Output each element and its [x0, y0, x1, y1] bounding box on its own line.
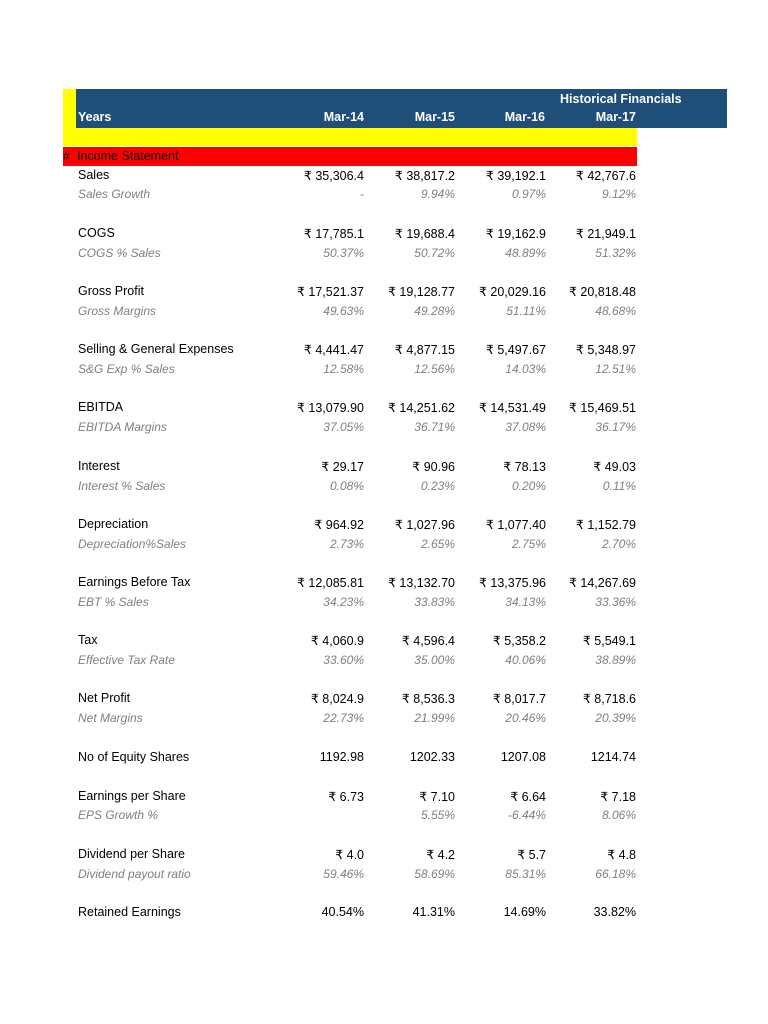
cell-value: ₹ 20,029.16: [478, 285, 546, 299]
cell-value: ₹ 8,718.6: [582, 692, 636, 706]
cell-value: ₹ 7.10: [419, 790, 455, 804]
cell-value: ₹ 7.18: [600, 790, 636, 804]
cell-value: ₹ 4,441.47: [303, 343, 364, 357]
cell-value: 33.82%: [593, 905, 636, 919]
cell-value: ₹ 5.7: [517, 848, 546, 862]
cell-value: 40.54%: [321, 905, 364, 919]
table-row: [0, 537, 768, 554]
cell-value: ₹ 8,024.9: [310, 692, 364, 706]
cell-value: ₹ 17,785.1: [303, 227, 364, 241]
cell-value: 58.69%: [414, 867, 455, 881]
historical-header: Historical Financials: [560, 92, 682, 106]
table-row: [0, 226, 768, 243]
cell-value: ₹ 17,521.37: [296, 285, 364, 299]
cell-value: 34.13%: [505, 595, 546, 609]
cell-value: 2.70%: [601, 537, 636, 551]
cell-value: 50.37%: [323, 246, 364, 260]
table-row: [0, 595, 768, 612]
cell-value: 35.00%: [414, 653, 455, 667]
table-row: [0, 750, 768, 767]
cell-value: 20.39%: [595, 711, 636, 725]
cell-value: 37.08%: [505, 420, 546, 434]
cell-value: 12.58%: [323, 362, 364, 376]
table-row: [0, 867, 768, 884]
cell-value: 33.60%: [323, 653, 364, 667]
cell-value: ₹ 1,027.96: [394, 518, 455, 532]
cell-value: 1192.98: [319, 750, 364, 764]
column-header-mar-14: Mar-14: [323, 110, 364, 124]
cell-value: ₹ 42,767.6: [575, 169, 636, 183]
row-label: EBITDA Margins: [78, 420, 167, 434]
cell-value: ₹ 8,536.3: [401, 692, 455, 706]
cell-value: ₹ 964.92: [314, 518, 364, 532]
yellow-separator: [76, 128, 637, 146]
cell-value: ₹ 35,306.4: [303, 169, 364, 183]
row-label: Gross Profit: [78, 284, 144, 298]
cell-value: 40.06%: [505, 653, 546, 667]
row-label: Earnings per Share: [78, 789, 186, 803]
table-row: [0, 711, 768, 728]
cell-value: ₹ 13,079.90: [296, 401, 364, 415]
cell-value: 2.73%: [329, 537, 364, 551]
table-row: [0, 575, 768, 592]
row-label: Sales Growth: [78, 187, 151, 201]
cell-value: ₹ 6.64: [510, 790, 546, 804]
cell-value: 2.75%: [511, 537, 546, 551]
table-row: [0, 517, 768, 534]
cell-value: -: [360, 187, 364, 201]
cell-value: 1207.08: [500, 750, 546, 764]
cell-value: 22.73%: [323, 711, 364, 725]
table-row: [0, 653, 768, 670]
column-header-mar-15: Mar-15: [414, 110, 455, 124]
cell-value: ₹ 38,817.2: [394, 169, 455, 183]
column-header-mar-16: Mar-16: [504, 110, 545, 124]
cell-value: ₹ 19,162.9: [485, 227, 546, 241]
table-row: [0, 479, 768, 496]
cell-value: 20.46%: [505, 711, 546, 725]
cell-value: ₹ 14,531.49: [478, 401, 546, 415]
cell-value: 14.03%: [505, 362, 546, 376]
row-label: Tax: [78, 633, 98, 647]
row-label: Dividend payout ratio: [78, 867, 191, 881]
row-label: Interest % Sales: [78, 479, 166, 493]
row-label: S&G Exp % Sales: [78, 362, 175, 376]
cell-value: ₹ 19,128.77: [387, 285, 455, 299]
row-label: Gross Margins: [78, 304, 157, 318]
cell-value: ₹ 15,469.51: [568, 401, 636, 415]
years-header: Years: [78, 110, 112, 124]
cell-value: 9.12%: [601, 187, 636, 201]
cell-value: 48.68%: [595, 304, 636, 318]
cell-value: ₹ 5,358.2: [492, 634, 546, 648]
row-label: Selling & General Expenses: [78, 342, 234, 356]
row-label: Retained Earnings: [78, 905, 181, 919]
cell-value: 33.36%: [595, 595, 636, 609]
table-row: [0, 633, 768, 650]
historical-header-clip: [550, 92, 682, 108]
row-label: EBITDA: [78, 400, 124, 414]
cell-value: 48.89%: [505, 246, 546, 260]
row-label: Depreciation%Sales: [78, 537, 187, 551]
cell-value: 2.65%: [420, 537, 455, 551]
cell-value: ₹ 4.2: [426, 848, 455, 862]
row-label: Sales: [78, 168, 110, 182]
cell-value: ₹ 20,818.48: [568, 285, 636, 299]
row-label: Depreciation: [78, 517, 149, 531]
cell-value: ₹ 90.96: [412, 460, 455, 474]
table-row: [0, 284, 768, 301]
cell-value: ₹ 39,192.1: [485, 169, 546, 183]
cell-value: ₹ 6.73: [328, 790, 364, 804]
row-label: EPS Growth %: [78, 808, 159, 822]
table-row: [0, 304, 768, 321]
cell-value: ₹ 4,060.9: [310, 634, 364, 648]
cell-value: ₹ 5,549.1: [582, 634, 636, 648]
cell-value: 38.89%: [595, 653, 636, 667]
cell-value: 36.17%: [595, 420, 636, 434]
column-header-mar-17: Mar-17: [595, 110, 636, 124]
cell-value: ₹ 5,497.67: [485, 343, 546, 357]
cell-value: 51.11%: [506, 304, 546, 318]
cell-value: ₹ 19,688.4: [394, 227, 455, 241]
cell-value: ₹ 5,348.97: [575, 343, 636, 357]
table-row: [0, 400, 768, 417]
cell-value: ₹ 14,251.62: [387, 401, 455, 415]
cell-value: 8.06%: [601, 808, 636, 822]
section-title: Income Statement: [77, 149, 179, 163]
cell-value: 51.32%: [595, 246, 636, 260]
cell-value: ₹ 1,077.40: [485, 518, 546, 532]
cell-value: 85.31%: [505, 867, 546, 881]
cell-value: 0.97%: [511, 187, 546, 201]
cell-value: ₹ 21,949.1: [575, 227, 636, 241]
table-row: [0, 691, 768, 708]
table-row: [0, 420, 768, 437]
cell-value: ₹ 49.03: [593, 460, 636, 474]
cell-value: 14.69%: [503, 905, 546, 919]
table-row: [0, 362, 768, 379]
cell-value: ₹ 14,267.69: [568, 576, 636, 590]
row-label: Dividend per Share: [78, 847, 186, 861]
row-label: No of Equity Shares: [78, 750, 190, 764]
cell-value: ₹ 4,596.4: [401, 634, 455, 648]
cell-value: 9.94%: [420, 187, 455, 201]
cell-value: ₹ 29.17: [321, 460, 364, 474]
cell-value: 34.23%: [323, 595, 364, 609]
cell-value: 0.11%: [602, 479, 636, 493]
cell-value: 1214.74: [590, 750, 636, 764]
cell-value: ₹ 8,017.7: [492, 692, 546, 706]
cell-value: 50.72%: [414, 246, 455, 260]
table-row: [0, 905, 768, 922]
cell-value: 41.31%: [412, 905, 455, 919]
cell-value: ₹ 1,152.79: [575, 518, 636, 532]
row-label: Net Profit: [78, 691, 131, 705]
cell-value: 33.83%: [414, 595, 455, 609]
cell-value: 1202.33: [409, 750, 455, 764]
cell-value: ₹ 13,132.70: [387, 576, 455, 590]
table-row: [0, 246, 768, 263]
row-label: EBT % Sales: [78, 595, 149, 609]
table-row: [0, 342, 768, 359]
cell-value: ₹ 12,085.81: [296, 576, 364, 590]
cell-value: ₹ 13,375.96: [478, 576, 546, 590]
cell-value: 59.46%: [323, 867, 364, 881]
cell-value: 36.71%: [414, 420, 455, 434]
row-label: Earnings Before Tax: [78, 575, 191, 589]
row-label: Net Margins: [78, 711, 143, 725]
cell-value: ₹ 4,877.15: [394, 343, 455, 357]
cell-value: 66.18%: [595, 867, 636, 881]
table-row: [0, 847, 768, 864]
cell-value: 37.05%: [323, 420, 364, 434]
row-label: COGS: [78, 226, 115, 240]
cell-value: -6.44%: [507, 808, 546, 822]
row-label: Interest: [78, 459, 120, 473]
cell-value: 12.51%: [595, 362, 636, 376]
cell-value: ₹ 78.13: [503, 460, 546, 474]
section-hash: #: [63, 149, 70, 163]
table-row: [0, 168, 768, 185]
table-row: [0, 789, 768, 806]
cell-value: 21.99%: [414, 711, 455, 725]
cell-value: ₹ 4.8: [607, 848, 636, 862]
row-label: Effective Tax Rate: [78, 653, 175, 667]
cell-value: 0.08%: [329, 479, 364, 493]
cell-value: ₹ 4.0: [335, 848, 364, 862]
row-label: COGS % Sales: [78, 246, 161, 260]
table-row: [0, 459, 768, 476]
cell-value: 0.20%: [511, 479, 546, 493]
cell-value: 12.56%: [414, 362, 455, 376]
cell-value: 49.28%: [414, 304, 455, 318]
cell-value: 5.55%: [420, 808, 455, 822]
cell-value: 0.23%: [420, 479, 455, 493]
table-row: [0, 187, 768, 204]
yellow-left-marker: [63, 89, 76, 146]
table-row: [0, 808, 768, 825]
cell-value: 49.63%: [323, 304, 364, 318]
